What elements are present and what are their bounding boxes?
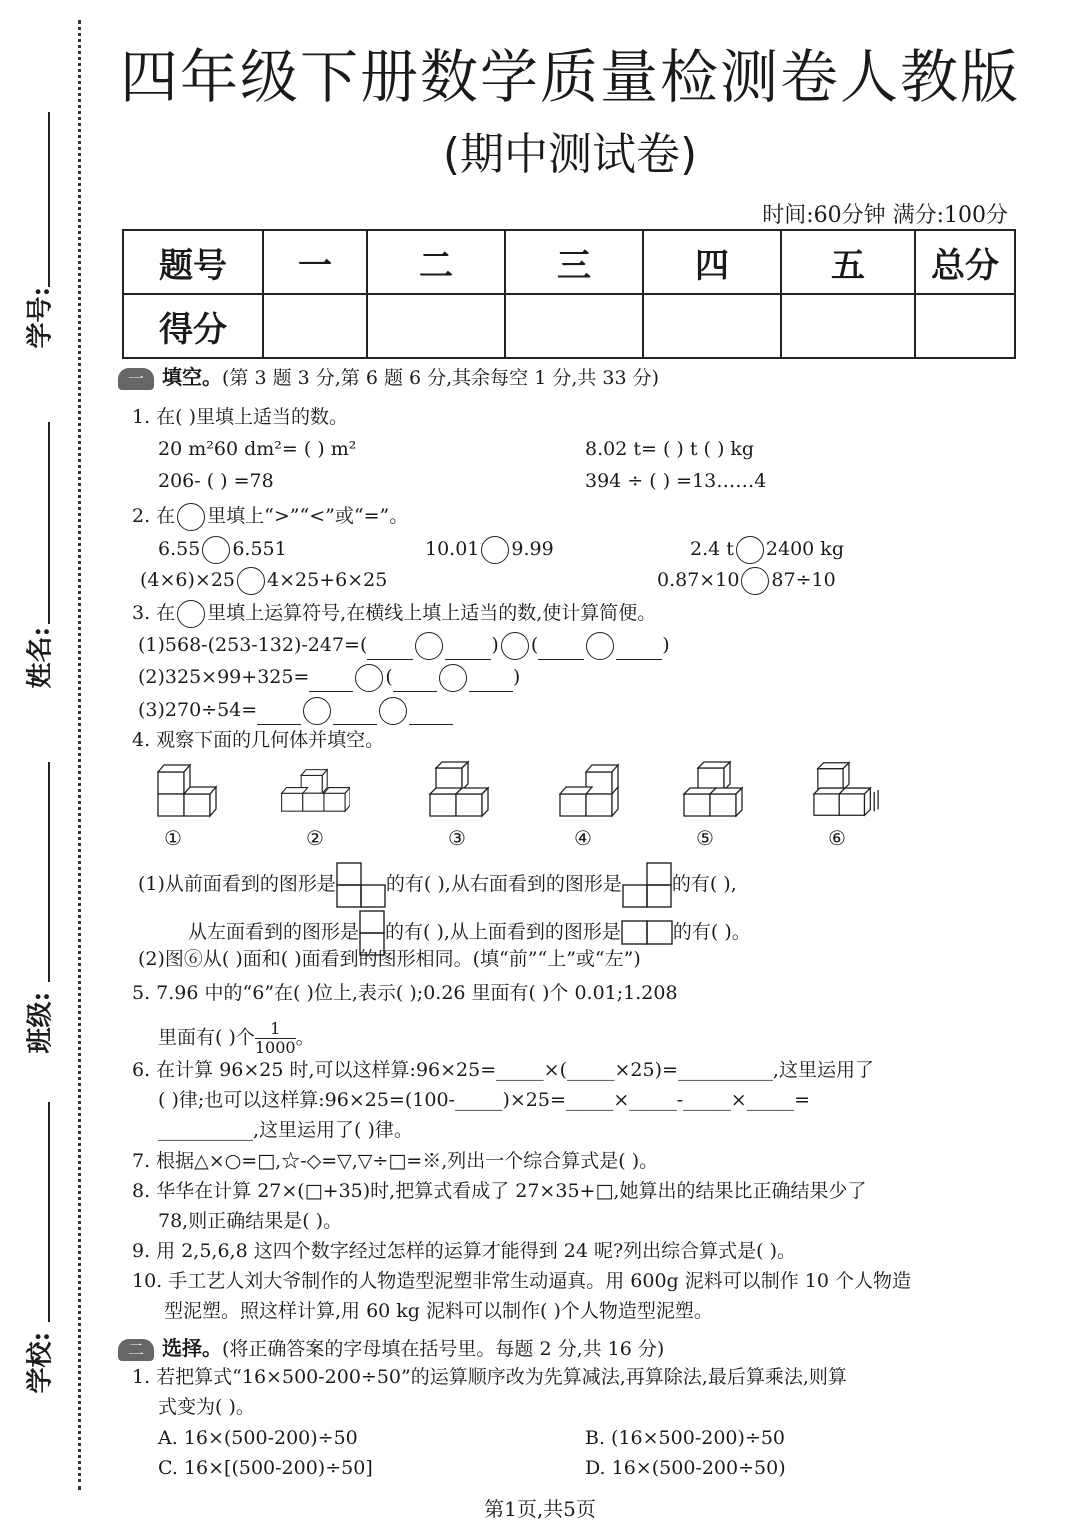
- answer-blank[interactable]: [257, 704, 301, 725]
- q2-d: [140, 567, 387, 595]
- q2-stem: [132, 503, 408, 531]
- q3-stem-b: 里填上运算符号,在横线上填上适当的数,使计算简便。: [207, 602, 657, 624]
- right-view-shape: [622, 862, 672, 908]
- q3-p1-text: (1)568-(253-132)-247=(: [138, 634, 368, 656]
- score-cell[interactable]: [367, 294, 505, 358]
- s2-q1-line2: 式变为( )。: [158, 1396, 255, 1418]
- answer-circle[interactable]: [481, 536, 509, 564]
- name-line: [48, 422, 50, 624]
- q1-c: 206- ( ) =78: [158, 470, 274, 492]
- q2-c-left: 2.4 t: [690, 538, 734, 560]
- q7: 7. 根据△×○=□,☆-◇=▽,▽÷□=※,列出一个综合算式是( )。: [132, 1150, 659, 1172]
- figure-label: ⑤: [696, 826, 714, 850]
- option-d[interactable]: D. 16×(500-200÷50): [585, 1457, 786, 1479]
- score-header-cell: 三: [505, 230, 643, 294]
- q5-line2a: 里面有( )个: [158, 1026, 255, 1049]
- q1-stem: 1. 在( )里填上适当的数。: [132, 406, 349, 428]
- score-header-cell: 总分: [915, 230, 1015, 294]
- q2-c: [690, 536, 844, 564]
- s2-q1-line1: 1. 若把算式“16×500-200÷50”的运算顺序改为先算减法,再算除法,最后算乘法,则算: [132, 1366, 847, 1388]
- score-cell[interactable]: [505, 294, 643, 358]
- cube-figure-1: [156, 760, 226, 820]
- name-label: 姓名:: [25, 626, 56, 689]
- score-cell[interactable]: [263, 294, 367, 358]
- q3-p3: [138, 697, 453, 725]
- answer-circle[interactable]: [439, 664, 467, 692]
- score-row-label: 得分: [123, 294, 263, 358]
- score-table: [122, 229, 1016, 359]
- q2-a-right: 6.551: [232, 538, 287, 560]
- cube-figure-2: [280, 760, 350, 820]
- q2-e-left: 0.87×10: [657, 569, 740, 591]
- answer-blank[interactable]: [409, 704, 453, 725]
- answer-circle[interactable]: [237, 567, 265, 595]
- q2-b-left: 10.01: [425, 538, 480, 560]
- q2-a: [158, 536, 287, 564]
- q4-s1b: 的有( ),从右面看到的图形是: [385, 873, 622, 895]
- answer-blank[interactable]: [309, 671, 353, 692]
- answer-blank[interactable]: [367, 639, 413, 660]
- q5-line2b: 。: [295, 1026, 315, 1049]
- class-label: 班级:: [25, 991, 56, 1054]
- page-title: 四年级下册数学质量检测卷人教版: [119, 43, 1020, 111]
- figure-label: ④: [574, 826, 592, 850]
- q2-e-right: 87÷10: [771, 569, 836, 591]
- time-info: 时间:60分钟 满分:100分: [762, 203, 1008, 228]
- answer-circle[interactable]: [379, 697, 407, 725]
- fraction: [255, 1020, 296, 1057]
- score-cell[interactable]: [643, 294, 781, 358]
- operator-circle: [177, 600, 205, 628]
- q10-line1: 10. 手工艺人刘大爷制作的人物造型泥塑非常生动逼真。用 600g 泥料可以制作 10 个人物造: [132, 1270, 912, 1292]
- answer-circle[interactable]: [355, 664, 383, 692]
- answer-circle[interactable]: [586, 632, 614, 660]
- q4-s1f: 的有( )。: [672, 921, 751, 943]
- answer-circle[interactable]: [415, 632, 443, 660]
- q3-stem-a: 3. 在: [132, 602, 176, 624]
- q5-line1: 5. 7.96 中的“6”在( )位上,表示( );0.26 里面有( )个 0.01;1.208: [132, 982, 678, 1004]
- q4-s2: (2)图⑥从( )面和( )面看到的图形相同。(填“前”“上”或“左”): [138, 948, 641, 970]
- answer-blank[interactable]: [393, 671, 437, 692]
- answer-blank[interactable]: [445, 639, 491, 660]
- section1-badge: 一: [118, 368, 154, 390]
- q2-stem-b: 里填上“>”“<”或“=”。: [207, 505, 409, 527]
- q8-line2: 78,则正确结果是( )。: [158, 1210, 343, 1232]
- q3-p2-text: (2)325×99+325=: [138, 666, 310, 688]
- q6-line1: 6. 在计算 96×25 时,可以这样算:96×25=_____×(_____×25)=__________,这里运用了: [132, 1059, 874, 1081]
- score-header-cell: 题号: [123, 230, 263, 294]
- q1-d: 394 ÷ ( ) =13……4: [585, 470, 767, 492]
- page-subtitle: (期中测试卷): [442, 129, 698, 180]
- fraction-denominator: 1000: [254, 1038, 296, 1057]
- q2-a-left: 6.55: [158, 538, 201, 560]
- student-id-label: 学号:: [25, 286, 56, 349]
- q3-p2: (2)325×99+325= ( ): [138, 664, 520, 692]
- q10-line2: 型泥塑。照这样计算,用 60 kg 泥料可以制作( )个人物造型泥塑。: [164, 1300, 713, 1322]
- option-a[interactable]: A. 16×(500-200)÷50: [158, 1427, 358, 1449]
- student-id-line: [48, 112, 50, 287]
- section1-note: (第 3 题 3 分,第 6 题 6 分,其余每空 1 分,共 33 分): [222, 367, 660, 389]
- school-line: [48, 1102, 50, 1322]
- option-c[interactable]: C. 16×[(500-200)÷50]: [158, 1457, 373, 1479]
- top-view-shape: [621, 920, 673, 946]
- q3-stem: [132, 600, 656, 628]
- q4-s1d: 从左面看到的图形是: [188, 921, 360, 943]
- score-cell[interactable]: [915, 294, 1015, 358]
- cube-figure-5: [682, 760, 752, 820]
- figure-label: ⑥: [828, 826, 846, 850]
- q1-a: 20 m²60 dm²= ( ) m²: [158, 438, 357, 460]
- section2-note: (将正确答案的字母填在括号里。每题 2 分,共 16 分): [222, 1338, 665, 1360]
- q4-s1c: 的有( ),: [671, 873, 737, 895]
- answer-blank[interactable]: [616, 639, 662, 660]
- cube-figure-3: [428, 760, 498, 820]
- score-header-cell: 四: [643, 230, 781, 294]
- answer-circle[interactable]: [736, 536, 764, 564]
- page-footer: 第1页,共5页: [484, 1497, 596, 1521]
- q5-line2: [158, 1020, 315, 1057]
- section2-heading: [118, 1335, 664, 1362]
- section1-heading: [118, 364, 659, 391]
- q2-stem-a: 2. 在: [132, 505, 176, 527]
- q1-b: 8.02 t= ( ) t ( ) kg: [585, 438, 755, 460]
- answer-circle[interactable]: [501, 632, 529, 660]
- compare-circle: [177, 503, 205, 531]
- figure-label: ①: [164, 826, 182, 850]
- answer-blank[interactable]: [333, 704, 377, 725]
- section1-title: 填空。: [162, 365, 222, 389]
- cube-figure-6: [812, 760, 882, 820]
- fraction-numerator: 1: [270, 1019, 281, 1038]
- q2-c-right: 2400 kg: [765, 538, 844, 560]
- score-header-cell: 二: [367, 230, 505, 294]
- answer-blank[interactable]: [469, 671, 513, 692]
- q6-line2: ( )律;也可以这样算:96×25=(100-_____)×25=_____×_____-_____×_____=: [158, 1089, 811, 1111]
- q4-stem: 4. 观察下面的几何体并填空。: [132, 729, 385, 751]
- figure-label: ②: [306, 826, 324, 850]
- cube-figure-4: [558, 760, 628, 820]
- q4-s1-line1: [138, 862, 737, 908]
- answer-circle[interactable]: [202, 536, 230, 564]
- score-table-header-row: [123, 230, 1015, 294]
- section2-title: 选择。: [162, 1336, 222, 1360]
- section2-badge: 二: [118, 1339, 154, 1361]
- q3-p3-text: (3)270÷54=: [138, 699, 258, 721]
- score-cell[interactable]: [781, 294, 915, 358]
- q2-d-left: (4×6)×25: [140, 569, 236, 591]
- front-view-shape: [336, 862, 386, 908]
- class-line: [48, 762, 50, 982]
- q2-d-right: 4×25+6×25: [267, 569, 388, 591]
- q2-b: [425, 536, 554, 564]
- answer-blank[interactable]: [538, 639, 584, 660]
- answer-circle[interactable]: [303, 697, 331, 725]
- q4-s1e: 的有( ),从上面看到的图形是: [385, 921, 621, 943]
- q6-line3: __________,这里运用了( )律。: [158, 1119, 413, 1141]
- option-b[interactable]: B. (16×500-200)÷50: [585, 1427, 786, 1449]
- q2-e: [657, 567, 836, 595]
- q8-line1: 8. 华华在计算 27×(□+35)时,把算式看成了 27×35+□,她算出的结果比正确结果少了: [132, 1180, 867, 1202]
- q3-p1: (1)568-(253-132)-247=( ) ( ): [138, 632, 670, 660]
- score-header-cell: 一: [263, 230, 367, 294]
- score-header-cell: 五: [781, 230, 915, 294]
- answer-circle[interactable]: [741, 567, 769, 595]
- q2-b-right: 9.99: [511, 538, 554, 560]
- figure-label: ③: [448, 826, 466, 850]
- q9: 9. 用 2,5,6,8 这四个数字经过怎样的运算才能得到 24 呢?列出综合算式是( )。: [132, 1240, 797, 1262]
- school-label: 学校:: [25, 1331, 56, 1394]
- q4-s1a: (1)从前面看到的图形是: [138, 873, 336, 895]
- binding-dotted-line: [78, 20, 81, 1490]
- score-table-score-row: [123, 294, 1015, 358]
